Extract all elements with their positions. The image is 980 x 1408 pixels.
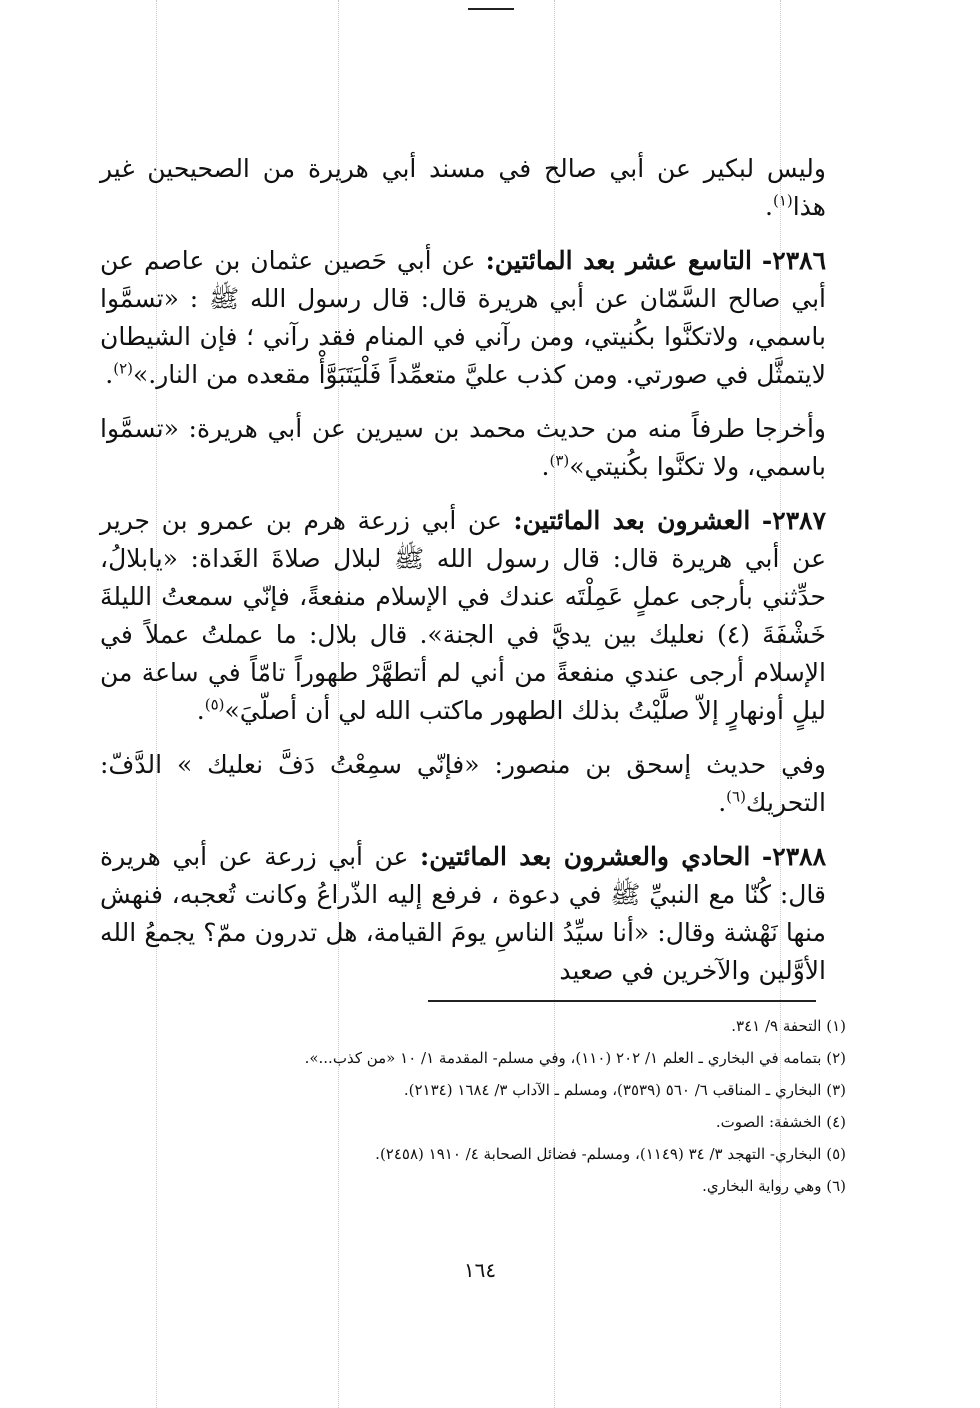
main-text (100, 150, 826, 1006)
hadith-number: ٢٣٨٨- (761, 842, 826, 871)
paragraph-end: . (105, 360, 114, 389)
page-number: ١٦٤ (463, 1258, 497, 1282)
paragraph-variant (100, 746, 826, 822)
footnote-ref: (١) (772, 191, 793, 210)
hadith-2386 (100, 242, 826, 394)
paragraph-closing-note (100, 150, 826, 226)
hadith-2388 (100, 838, 826, 990)
paragraph-text: وليس لبكير عن أبي صالح في مسند أبي هريرة من الصحيحين غير هذا (100, 154, 826, 221)
footnote-6: (٦) وهي رواية البخاري. (702, 1177, 846, 1195)
footnote-2: (٢) بتمامه في البخاري ـ العلم ١/ ٢٠٢ (١١٠)، وفي مسلم- المقدمة ١/ ١٠ «من كذب...». (304, 1049, 846, 1067)
footnote-ref: (٣) (549, 451, 570, 470)
hadith-heading: الحادي والعشرون بعد المائتين: (420, 842, 751, 871)
footnote-ref: (٦) (726, 787, 746, 806)
footnote-separator (428, 1000, 816, 1002)
top-margin-mark (468, 0, 514, 10)
paragraph-text: وأخرجا طرفاً منه من حديث محمد بن سيرين عن أبي هريرة: «تسمَّوا باسمي، ولا تكنَّوا بكُنيتي» (100, 414, 826, 481)
paragraph-end: . (765, 192, 773, 221)
footnotes (120, 1016, 846, 1208)
paragraph-end: . (541, 452, 550, 481)
hadith-text: عن أبي زرعة هرم بن عمرو بن جرير عن أبي هريرة قال: قال رسول الله ﷺ لبلال صلاةَ الغَداة: «يابلالُ، حدِّثني بأرجى عملٍ عَمِلْتَه عندك في الإسلام منفعةً، فإنّي سمعتُ الليلةَ خَشْفَةَ (٤) نعليك بين يديَّ في الجنة». قال بلال: ما عملتُ عملاً في الإسلام أرجى عندي منفعةً من أني لم أتطهَّرْ طهوراً تامّاً في ساعة من ليلٍ أونهارٍ إلاّ صلَّيْتُ بذلك الطهور ماكتب الله لي أن أصلّيَ» (100, 506, 826, 725)
paragraph-end: . (718, 788, 727, 817)
footnote-1: (١) التحفة ٩/ ٣٤١. (731, 1017, 846, 1035)
hadith-number: ٢٣٨٧- (761, 506, 827, 535)
hadith-text: عن أبي حَصين عثمان بن عاصم عن أبي صالح السَّمّان عن أبي هريرة قال: قال رسول الله ﷺ : «تسمَّوا باسمي، ولاتكنَّوا بكُنيتي، ومن رآني في المنام فقد رآني ؛ فإن الشيطان لايتمثَّل في صورتي. ومن كذب عليَّ متعمِّداً فَلْيَتَبَوَّأْ مقعده من النار.» (100, 246, 826, 389)
footnote-4: (٤) الخشفة: الصوت. (715, 1113, 846, 1131)
hadith-heading: التاسع عشر بعد المائتين: (485, 246, 752, 275)
hadith-heading: العشرون بعد المائتين: (513, 506, 751, 535)
hadith-number: ٢٣٨٦- (761, 246, 827, 275)
hadith-2387 (100, 502, 826, 730)
paragraph-end: . (196, 696, 205, 725)
hadith-text: عن أبي زرعة عن أبي هريرة قال: كُنّا مع النبيِّ ﷺ في دعوة ، فرفع إليه الذّراعُ وكانت تُعجبه، فنهش منها نَهْشة وقال: «أنا سيِّدُ الناسِ يومَ القيامة، هل تدرون ممّ؟ يجمعُ الله الأوَّلين والآخرين في صعيد (100, 842, 826, 985)
footnote-ref: (٥) (204, 695, 225, 714)
footnote-5: (٥) البخاري- التهجد ٣/ ٣٤ (١١٤٩)، ومسلم- فضائل الصحابة ٤/ ١٩١٠ (٢٤٥٨). (375, 1145, 846, 1163)
footnote-3: (٣) البخاري ـ المناقب ٦/ ٥٦٠ (٣٥٣٩)، ومسلم ـ الآداب ٣/ ١٦٨٤ (٢١٣٤). (403, 1081, 846, 1099)
footnote-ref: (٢) (113, 359, 133, 378)
paragraph-takhrij (100, 410, 826, 486)
paragraph-text: وفي حديث إسحق بن منصور: «فإنّي سمِعْتُ دَفَّ نعليك » الدَّفّ: التحريك (100, 750, 826, 817)
